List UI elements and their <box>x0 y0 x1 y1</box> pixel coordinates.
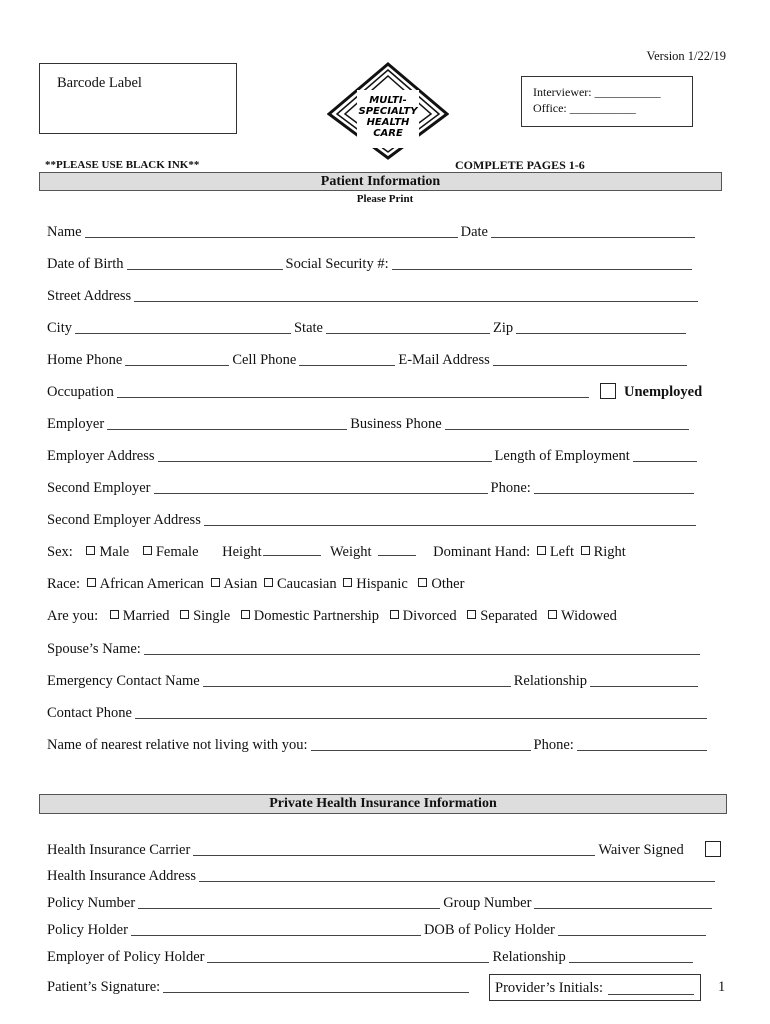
employer-address-label: Employer Address <box>47 448 155 464</box>
second-employer-field[interactable] <box>154 493 488 494</box>
zip-label: Zip <box>492 320 514 336</box>
business-phone-label: Business Phone <box>350 416 442 432</box>
provider-initials-field[interactable] <box>608 994 694 995</box>
health-care-logo <box>327 62 449 160</box>
barcode-label: Barcode Label <box>57 75 142 91</box>
male-label: Male <box>99 544 130 560</box>
weight-field[interactable] <box>378 555 416 556</box>
spouse-field[interactable] <box>144 654 700 655</box>
patient-signature-label: Patient’s Signature: <box>47 979 161 995</box>
employer-row <box>47 417 692 432</box>
domestic-partnership-checkbox[interactable] <box>241 610 250 619</box>
barcode-box <box>39 63 237 134</box>
name-label: Name <box>47 224 82 240</box>
nearest-relative-field[interactable] <box>311 750 531 751</box>
dob-label: Date of Birth <box>47 256 124 272</box>
dob-row <box>47 257 695 272</box>
policy-holder-field[interactable] <box>131 935 421 936</box>
patient-info-title: Patient Information <box>320 174 441 189</box>
nearest-relative-row <box>47 738 710 753</box>
emergency-row <box>47 674 701 689</box>
emergency-relationship-field[interactable] <box>590 686 698 687</box>
city-field[interactable] <box>75 333 291 334</box>
contact-phone-row <box>47 706 710 721</box>
race-label: Race: <box>47 576 81 592</box>
email-label: E-Mail Address <box>398 352 490 368</box>
single-checkbox[interactable] <box>180 610 189 619</box>
patient-info-header <box>39 172 722 191</box>
female-label: Female <box>155 544 199 560</box>
married-label: Married <box>122 608 170 624</box>
left-hand-checkbox[interactable] <box>537 546 546 555</box>
interviewer-label: Interviewer: ___________ <box>533 85 661 99</box>
insurance-address-row <box>47 869 718 884</box>
patient-signature-field[interactable] <box>163 992 469 993</box>
policy-holder-row <box>47 923 709 938</box>
employer-holder-row <box>47 950 696 965</box>
race-african-american-checkbox[interactable] <box>87 578 96 587</box>
email-field[interactable] <box>493 365 687 366</box>
nearest-relative-label: Name of nearest relative not living with you: <box>47 737 308 753</box>
race-row <box>47 577 464 592</box>
unemployed-label: Unemployed <box>624 384 703 400</box>
holder-relationship-field[interactable] <box>569 962 693 963</box>
ssn-label: Social Security #: <box>285 256 389 272</box>
group-number-label: Group Number <box>443 895 532 911</box>
dominant-hand-label: Dominant Hand: <box>433 544 531 560</box>
cell-phone-label: Cell Phone <box>232 352 297 368</box>
spouse-row <box>47 642 703 657</box>
policy-holder-label: Policy Holder <box>47 922 128 938</box>
home-phone-field[interactable] <box>125 365 229 366</box>
city-row <box>47 321 689 336</box>
spouse-label: Spouse’s Name: <box>47 641 141 657</box>
date-label: Date <box>460 224 488 240</box>
employer-holder-label: Employer of Policy Holder <box>47 949 205 965</box>
length-employment-field[interactable] <box>633 461 697 462</box>
interviewer-box <box>521 76 693 127</box>
race-caucasian-label: Caucasian <box>277 576 337 592</box>
employer-holder-field[interactable] <box>207 962 489 963</box>
dob-holder-label: DOB of Policy Holder <box>423 922 555 938</box>
logo-line-3: HEALTH <box>366 117 410 128</box>
state-label: State <box>293 320 323 336</box>
carrier-row <box>47 843 684 858</box>
signature-row <box>47 980 472 995</box>
employer-label: Employer <box>47 416 105 432</box>
insurance-title: Private Health Insurance Information <box>269 796 497 811</box>
policy-number-field[interactable] <box>138 908 440 909</box>
office-label: Office: ___________ <box>533 101 636 115</box>
logo-line-1: MULTI- <box>369 95 407 106</box>
phone-row <box>47 353 690 368</box>
second-employer-address-label: Second Employer Address <box>47 512 201 528</box>
left-hand-label: Left <box>549 544 574 560</box>
name-field[interactable] <box>85 237 458 238</box>
occupation-row <box>47 385 592 400</box>
occupation-field[interactable] <box>117 397 589 398</box>
waiver-checkbox[interactable] <box>705 841 721 857</box>
insurance-address-field[interactable] <box>199 881 715 882</box>
group-number-field[interactable] <box>534 908 712 909</box>
logo-line-4: CARE <box>373 128 403 139</box>
zip-field[interactable] <box>516 333 686 334</box>
domestic-partnership-label: Domestic Partnership <box>253 608 380 624</box>
sex-label: Sex: <box>47 544 73 560</box>
separated-checkbox[interactable] <box>467 610 476 619</box>
race-african-american-label: African American <box>99 576 204 592</box>
right-hand-checkbox[interactable] <box>581 546 590 555</box>
insurance-header <box>39 794 727 814</box>
race-other-label: Other <box>431 576 465 592</box>
black-ink-notice: **PLEASE USE BLACK INK** <box>45 159 200 171</box>
race-other-checkbox[interactable] <box>418 578 427 587</box>
complete-pages-notice: COMPLETE PAGES 1-6 <box>455 158 585 172</box>
contact-phone-field[interactable] <box>135 718 707 719</box>
carrier-label: Health Insurance Carrier <box>47 842 191 858</box>
unemployed-checkbox[interactable] <box>600 383 616 399</box>
employer-address-field[interactable] <box>158 461 492 462</box>
ssn-field[interactable] <box>392 269 692 270</box>
waiver-label: Waiver Signed <box>598 842 684 858</box>
holder-relationship-label: Relationship <box>492 949 566 965</box>
policy-number-label: Policy Number <box>47 895 136 911</box>
nearest-relative-phone-field[interactable] <box>577 750 707 751</box>
emergency-label: Emergency Contact Name <box>47 673 200 689</box>
street-label: Street Address <box>47 288 132 304</box>
married-checkbox[interactable] <box>110 610 119 619</box>
emergency-relationship-label: Relationship <box>513 673 588 689</box>
race-asian-checkbox[interactable] <box>211 578 220 587</box>
race-asian-label: Asian <box>223 576 258 592</box>
home-phone-label: Home Phone <box>47 352 123 368</box>
date-field[interactable] <box>491 237 695 238</box>
height-field[interactable] <box>263 555 321 556</box>
provider-initials-box <box>489 974 701 1001</box>
height-label: Height <box>222 544 262 560</box>
single-label: Single <box>193 608 231 624</box>
logo-line-2: SPECIALTY <box>358 106 418 117</box>
page-number: 1 <box>718 979 726 995</box>
second-employer-address-field[interactable] <box>204 525 696 526</box>
female-checkbox[interactable] <box>143 546 152 555</box>
second-employer-row <box>47 481 697 496</box>
name-row <box>47 225 698 240</box>
employer-field[interactable] <box>107 429 347 430</box>
nearest-relative-phone-label: Phone: <box>533 737 574 753</box>
widowed-checkbox[interactable] <box>548 610 557 619</box>
state-field[interactable] <box>326 333 490 334</box>
divorced-label: Divorced <box>402 608 457 624</box>
business-phone-field[interactable] <box>445 429 689 430</box>
dob-holder-field[interactable] <box>558 935 706 936</box>
version-label: Version 1/22/19 <box>646 49 726 63</box>
street-row <box>47 289 701 304</box>
marital-row <box>47 609 617 624</box>
city-label: City <box>47 320 72 336</box>
race-hispanic-checkbox[interactable] <box>343 578 352 587</box>
widowed-label: Widowed <box>561 608 617 624</box>
insurance-address-label: Health Insurance Address <box>47 868 196 884</box>
occupation-label: Occupation <box>47 384 114 400</box>
race-hispanic-label: Hispanic <box>356 576 408 592</box>
second-employer-phone-field[interactable] <box>534 493 694 494</box>
street-field[interactable] <box>134 301 698 302</box>
emergency-field[interactable] <box>203 686 511 687</box>
second-employer-label: Second Employer <box>47 480 151 496</box>
are-you-label: Are you: <box>47 608 99 624</box>
cell-phone-field[interactable] <box>299 365 395 366</box>
male-checkbox[interactable] <box>86 546 95 555</box>
length-employment-label: Length of Employment <box>494 448 630 464</box>
weight-label: Weight <box>329 544 372 560</box>
contact-phone-label: Contact Phone <box>47 705 132 721</box>
race-caucasian-checkbox[interactable] <box>264 578 273 587</box>
right-hand-label: Right <box>593 544 626 560</box>
divorced-checkbox[interactable] <box>390 610 399 619</box>
separated-label: Separated <box>480 608 538 624</box>
provider-initials-label: Provider’s Initials: <box>495 980 604 996</box>
second-employer-phone-label: Phone: <box>490 480 531 496</box>
policy-number-row <box>47 896 715 911</box>
employer-address-row <box>47 449 700 464</box>
please-print-label: Please Print <box>356 193 414 205</box>
second-employer-address-row <box>47 513 699 528</box>
dob-field[interactable] <box>127 269 283 270</box>
sex-row <box>47 545 626 560</box>
carrier-field[interactable] <box>193 855 595 856</box>
